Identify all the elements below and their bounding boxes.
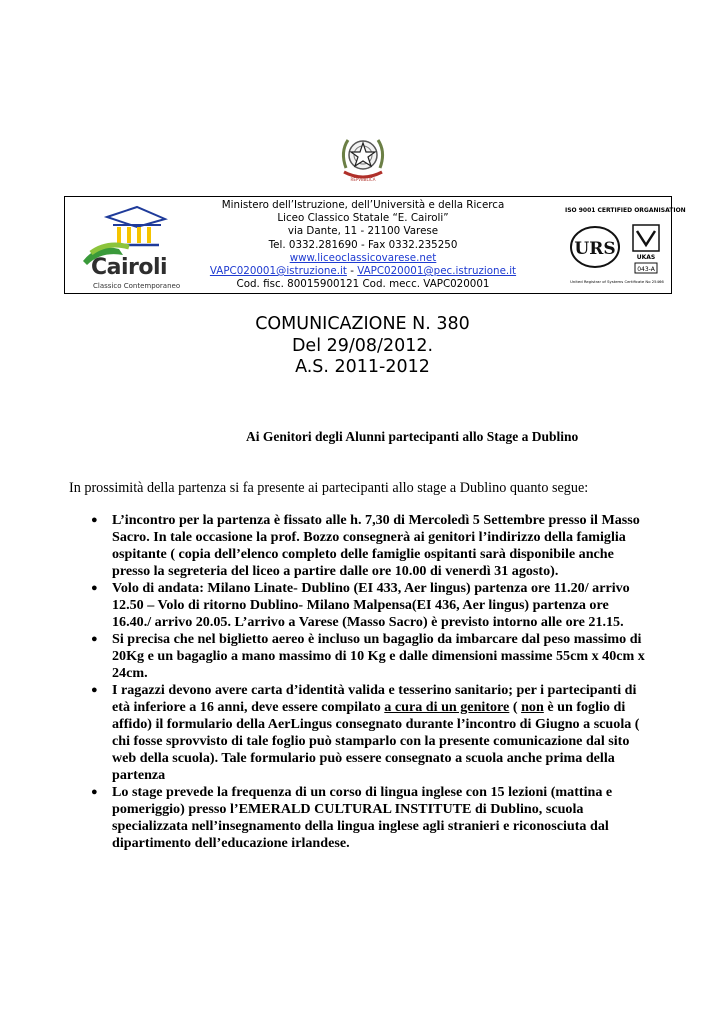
list-item bbox=[91, 784, 651, 852]
list-item bbox=[91, 580, 651, 631]
school-logo bbox=[77, 203, 187, 289]
parent-emphasis: a cura di un genitore bbox=[384, 699, 510, 715]
urs-ukas-badge-icon bbox=[567, 217, 667, 277]
ukas-code: 043-A bbox=[637, 266, 655, 273]
logo-subtitle: Classico Contemporaneo bbox=[93, 282, 181, 290]
website-link[interactable]: www.liceoclassicovarese.net bbox=[289, 251, 437, 264]
email-link[interactable]: VAPC020001@istruzione.it bbox=[209, 265, 347, 278]
flight-info-text: Volo di andata: Milano Linate- Dublino (EI 433, Aer lingus) partenza ore 11.20/ arrivo 12.50 – Volo di ritorno Dublino- Milano Malpensa(EI 436, Aer lingus) partenza ore 16.40./ arrivo 20.05. L’arrivo a Varese (Masso Sacro) è previsto intorno alle ore 21.15. bbox=[112, 580, 630, 630]
course-info-text: Lo stage prevede la frequenza di un corso di lingua inglese con 15 lezioni (mattina e pomeriggio) presso l’EMERALD CULTURAL INSTITUTE di Dublino, scuola specializzata nell’insegnamento della lingua inglese agli stranieri e riconosciuta dal dipartimento dell’educazione irlandese. bbox=[112, 784, 613, 851]
school-name: Liceo Classico Statale “E. Cairoli” bbox=[277, 212, 449, 225]
bullet-icon: ● bbox=[91, 684, 98, 696]
iso-certification bbox=[565, 207, 686, 287]
bullet-icon: ● bbox=[91, 786, 98, 798]
iso-footnote: United Registrar of Systems Certificate No 25466 bbox=[570, 279, 664, 284]
bullet-icon: ● bbox=[91, 582, 98, 594]
baggage-info-text: Si precisa che nel biglietto aereo è incluso un bagaglio da imbarcare dal peso massimo di 20Kg e un bagaglio a mano massimo di 10 Kg e dalle dimensioni massime 55cm x 40cm x 24cm. bbox=[112, 631, 645, 681]
svg-text:REPVBBLICA: REPVBBLICA bbox=[350, 177, 376, 182]
communication-date: Del 29/08/2012. bbox=[291, 335, 434, 356]
intro-paragraph: In prossimità della partenza si fa presente ai partecipanti allo stage a Dublino quanto segue: bbox=[69, 480, 589, 496]
school-year: A.S. 2011-2012 bbox=[295, 357, 430, 377]
phone-fax: Tel. 0332.281690 - Fax 0332.235250 bbox=[268, 238, 458, 251]
recipients-line: Ai Genitori degli Alunni partecipanti allo Stage a Dublino bbox=[246, 429, 579, 444]
logo-wordmark: Cairoli bbox=[91, 255, 168, 280]
school-address: via Dante, 11 - 21100 Varese bbox=[287, 225, 439, 238]
non-emphasis: non bbox=[521, 699, 544, 715]
letterhead bbox=[64, 196, 686, 294]
bullet-icon: ● bbox=[91, 514, 98, 526]
bullet-icon: ● bbox=[91, 633, 98, 645]
urs-mark: URS bbox=[574, 239, 616, 259]
ministry-name: Ministero dell’Istruzione, dell’Università e della Ricerca bbox=[221, 199, 505, 211]
communication-number: COMUNICAZIONE N. 380 bbox=[255, 314, 470, 334]
instructions-list bbox=[91, 512, 651, 852]
pec-email-link[interactable]: VAPC020001@pec.istruzione.it bbox=[357, 265, 517, 278]
list-item bbox=[91, 682, 651, 784]
email-separator: - bbox=[350, 265, 354, 278]
documents-text: I ragazzi devono avere carta d’identità valida e tesserino sanitario; per i partecipanti di età inferiore a 16 anni, deve essere compilato bbox=[112, 682, 637, 715]
ukas-label: UKAS bbox=[636, 254, 656, 261]
fiscal-codes: Cod. fisc. 80015900121 Cod. mecc. VAPC020001 bbox=[236, 278, 490, 291]
list-item bbox=[91, 631, 651, 682]
list-item bbox=[91, 512, 651, 580]
document-title bbox=[0, 314, 725, 379]
documents-text-end: è un foglio di affido) il formulario della AerLingus consegnato durante l’incontro di Giugno a scuola ( chi fosse sprovvisto di tale foglio può stamparlo con la presente comunicazione dal sito web della scuola). Tale formulario può essere consegnato a scuola anche prima della partenza bbox=[112, 699, 640, 783]
republic-emblem-icon bbox=[338, 128, 388, 184]
iso-title: ISO 9001 CERTIFIED ORGANISATION bbox=[565, 207, 686, 214]
documents-text-cont: ( bbox=[509, 699, 522, 715]
school-contact-info bbox=[193, 199, 533, 291]
departure-meeting-text: L’incontro per la partenza è fissato alle h. 7,30 di Mercoledì 5 Settembre presso il Masso Sacro. In tale occasione la prof. Bozzo consegnerà ai genitori l’indirizzo della famiglia ospitante ( copia dell’elenco completo delle famiglie ospitanti sarà disponibile anche presso la segreteria del liceo a partire dalle ore 10.00 di venerdì 31 agosto). bbox=[112, 512, 640, 579]
